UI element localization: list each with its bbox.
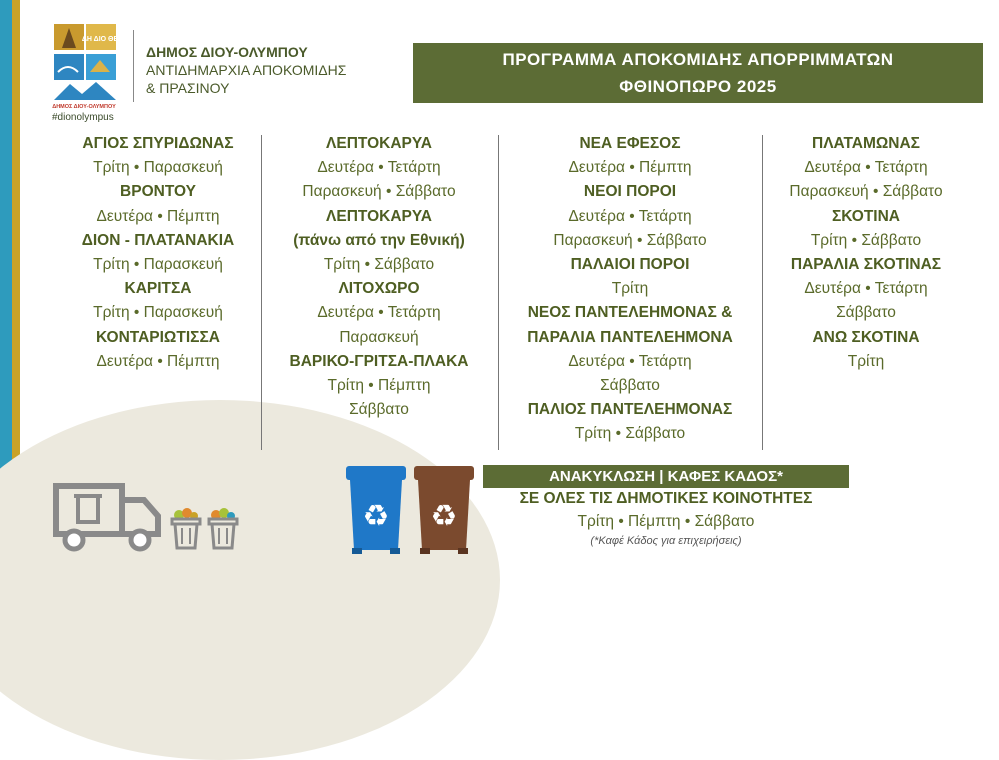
area-name: ΒΡΟΝΤΟΥ — [120, 183, 196, 201]
schedule-column-4 — [766, 132, 966, 374]
collection-days: Σάββατο — [836, 304, 896, 322]
org-name — [146, 44, 346, 96]
column-divider — [498, 135, 499, 450]
area-name: ΛΙΤΟΧΩΡΟ — [338, 280, 420, 298]
area-name: ΚΑΡΙΤΣΑ — [124, 280, 192, 298]
column-divider — [261, 135, 262, 450]
trash-can-icon — [207, 508, 239, 550]
garbage-truck-icon — [52, 480, 164, 552]
recycle-icon: ♻ — [430, 499, 458, 534]
logo-bottom-text: ΔΗΜΟΣ ΔΙΟΥ-ΟΛΥΜΠΟΥ — [52, 104, 116, 110]
area-name: ΑΝΩ ΣΚΟΤΙΝΑ — [812, 328, 920, 346]
collection-days: Δευτέρα • Τετάρτη — [317, 304, 441, 322]
collection-days: Δευτέρα • Τετάρτη — [804, 159, 928, 177]
area-name: ΔΙΟΝ - ΠΛΑΤΑΝΑΚΙΑ — [81, 231, 235, 249]
area-name: ΠΑΛΙΟΣ ΠΑΝΤΕΛΕΗΜΟΝΑΣ — [527, 401, 733, 419]
collection-days: Τρίτη — [611, 280, 649, 298]
org-line-3: & ΠΡΑΣΙΝΟΥ — [146, 80, 230, 96]
area-name: ΝΕΟΣ ΠΑΝΤΕΛΕΗΜΟΝΑΣ & — [527, 304, 733, 322]
area-name: ΠΑΛΑΙΟΙ ΠΟΡΟΙ — [570, 256, 690, 274]
hashtag: #dionolympus — [52, 112, 114, 123]
org-line-2: ΑΝΤΙΔΗΜΑΡΧΙΑ ΑΠΟΚΟΜΙΔΗΣ — [146, 62, 347, 78]
area-name: ΑΓΙΟΣ ΣΠΥΡΙΔΩΝΑΣ — [82, 135, 234, 152]
area-name: ΣΚΟΤΙΝΑ — [831, 207, 900, 225]
collection-days: Δευτέρα • Πέμπτη — [96, 207, 220, 225]
collection-days: Τρίτη • Πέμπτη — [327, 377, 431, 395]
title-line-1: ΠΡΟΓΡΑΜΜΑ ΑΠΟΚΟΜΙΔΗΣ ΑΠΟΡΡΙΜΜΑΤΩΝ — [502, 50, 894, 69]
collection-days: Τρίτη • Παρασκευή — [93, 256, 223, 274]
logo-top-text: ΔΗ ΔΙΟ ΘΕΙ — [81, 36, 121, 43]
area-name: ΛΕΠΤΟΚΑΡΥΑ — [326, 207, 432, 225]
collection-days: Παρασκευή • Σάββατο — [789, 183, 943, 201]
collection-days: Δευτέρα • Πέμπτη — [568, 159, 692, 177]
collection-days: Παρασκευή — [339, 328, 419, 346]
column-divider — [762, 135, 763, 450]
collection-days: Δευτέρα • Τετάρτη — [568, 352, 692, 370]
schedule-column-3 — [502, 132, 758, 447]
collection-days: Τρίτη • Σάββατο — [810, 231, 922, 249]
recycling-scope: ΣΕ ΟΛΕΣ ΤΙΣ ΔΗΜΟΤΙΚΕΣ ΚΟΙΝΟΤΗΤΕΣ — [519, 490, 813, 507]
recycling-days: Τρίτη • Πέμπτη • Σάββατο — [577, 513, 755, 530]
collection-days: Τρίτη • Σάββατο — [574, 425, 686, 443]
collection-days: Δευτέρα • Τετάρτη — [804, 280, 928, 298]
collection-days: Παρασκευή • Σάββατο — [553, 231, 707, 249]
title-line-2: ΦΘΙΝΟΠΩΡΟ 2025 — [619, 77, 777, 96]
area-name: ΠΑΡΑΛΙΑ ΣΚΟΤΙΝΑΣ — [790, 256, 942, 274]
org-divider — [133, 30, 134, 102]
collection-days: Τρίτη • Σάββατο — [323, 256, 435, 274]
area-name: ΝΕΟΙ ΠΟΡΟΙ — [583, 183, 677, 201]
area-name: ΝΕΑ ΕΦΕΣΟΣ — [579, 135, 681, 152]
schedule-column-1 — [60, 132, 256, 374]
area-name: (πάνω από την Εθνική) — [293, 231, 465, 249]
recycling-header: ΑΝΑΚΥΚΛΩΣΗ | ΚΑΦΕΣ ΚΑΔΟΣ* — [483, 465, 849, 488]
area-name: ΛΕΠΤΟΚΑΡΥΑ — [326, 135, 432, 152]
collection-days: Τρίτη • Παρασκευή — [93, 304, 223, 322]
schedule-column-2 — [266, 132, 492, 422]
area-name: ΚΟΝΤΑΡΙΩΤΙΣΣΑ — [96, 328, 220, 346]
collection-days: Δευτέρα • Τετάρτη — [568, 207, 692, 225]
collection-days: Τρίτη — [847, 352, 885, 370]
area-name: ΠΑΡΑΛΙΑ ΠΑΝΤΕΛΕΗΜΟΝΑ — [527, 328, 733, 346]
org-line-1: ΔΗΜΟΣ ΔΙΟΥ-ΟΛΥΜΠΟΥ — [146, 44, 308, 60]
recycle-icon: ♻ — [362, 499, 390, 534]
collection-days: Δευτέρα • Πέμπτη — [96, 352, 220, 370]
area-name: ΠΛΑΤΑΜΩΝΑΣ — [812, 135, 920, 152]
municipality-logo — [48, 22, 124, 122]
schedule-title — [413, 43, 983, 103]
collection-days: Σάββατο — [349, 401, 409, 419]
area-name: ΒΑΡΙΚΟ-ΓΡΙΤΣΑ-ΠΛΑΚΑ — [289, 352, 469, 370]
collection-days: Παρασκευή • Σάββατο — [302, 183, 456, 201]
recycle-bin-blue-icon — [344, 464, 408, 556]
recycling-note: (*Καφέ Κάδος για επιχειρήσεις) — [590, 535, 742, 547]
collection-days: Τρίτη • Παρασκευή — [93, 159, 223, 177]
collection-days: Σάββατο — [600, 377, 660, 395]
trash-can-icon — [170, 508, 202, 550]
background-blob — [0, 400, 500, 760]
collection-days: Δευτέρα • Τετάρτη — [317, 159, 441, 177]
